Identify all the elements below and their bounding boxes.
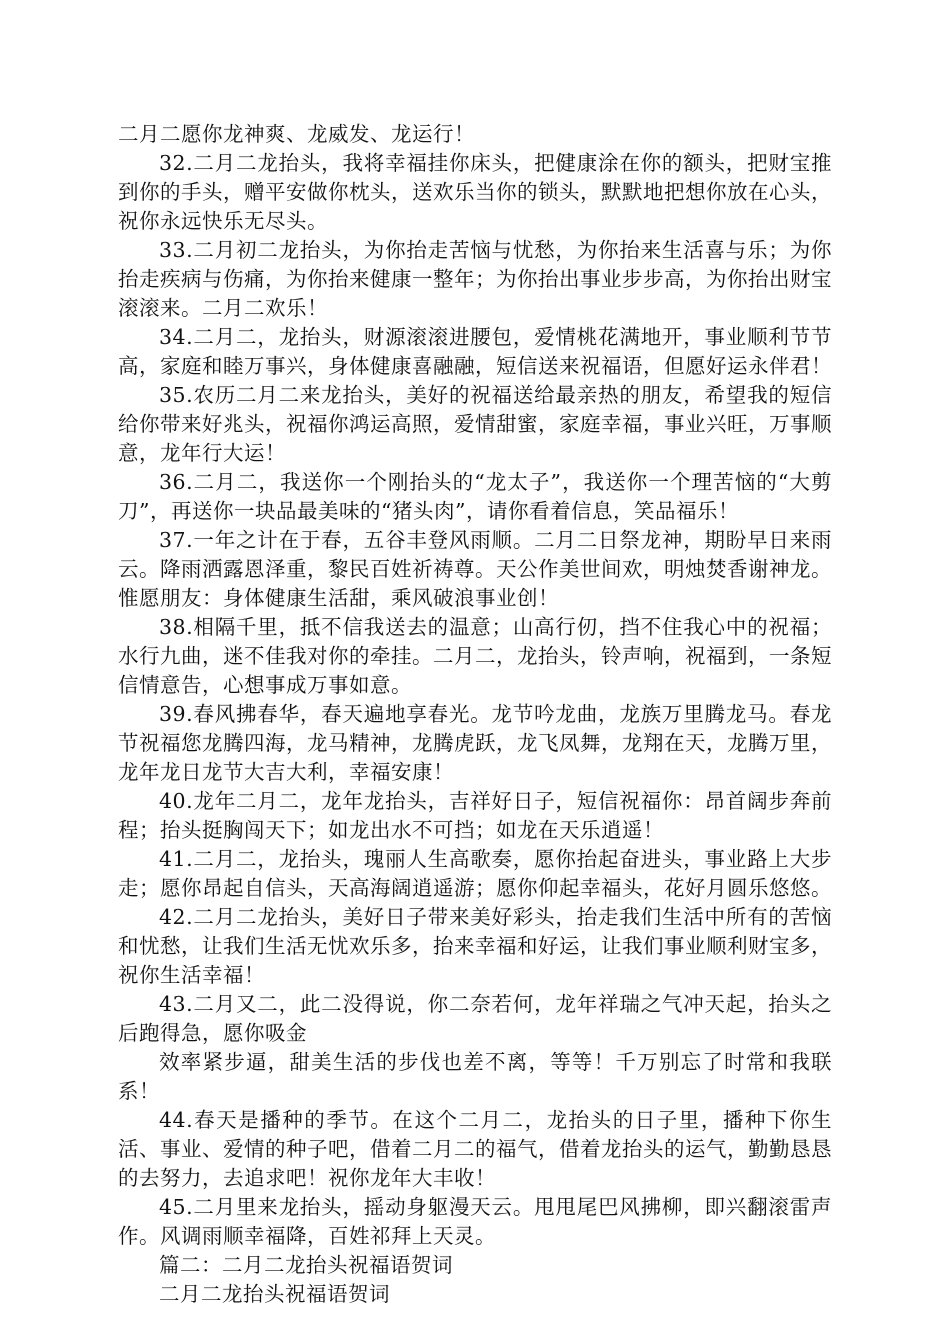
paragraph-continuation: 二月二愿你龙神爽、龙威发、龙运行！ bbox=[118, 122, 475, 146]
document-body bbox=[118, 120, 832, 1309]
paragraph-35: 35.农历二月二来龙抬头，美好的祝福送给最亲热的朋友，希望我的短信给你带来好兆头，祝福你鸿运高照，爱情甜蜜，家庭幸福，事业兴旺，万事顺意，龙年行大运！ bbox=[118, 383, 832, 465]
paragraph-37: 37.一年之计在于春，五谷丰登风雨顺。二月二日祭龙神，期盼早日来雨云。降雨洒露恩泽重，黎民百姓祈祷尊。天公作美世间欢，明烛焚香谢神龙。惟愿朋友：身体健康生活甜，乘风破浪事业创！ bbox=[118, 528, 832, 610]
section-heading: 篇二：二月二龙抬头祝福语贺词 bbox=[159, 1253, 453, 1277]
paragraph-45: 45.二月里来龙抬头，摇动身躯漫天云。甩甩尾巴风拂柳，即兴翻滚雷声作。风调雨顺幸福降，百姓祁拜上天灵。 bbox=[118, 1195, 832, 1248]
section-subheading: 二月二龙抬头祝福语贺词 bbox=[159, 1282, 390, 1306]
paragraph-43-continued: 效率紧步逼，甜美生活的步伐也差不离，等等！千万别忘了时常和我联系！ bbox=[118, 1050, 832, 1103]
paragraph-40: 40.龙年二月二，龙年龙抬头，吉祥好日子，短信祝福你：昂首阔步奔前程；抬头挺胸闯天下；如龙出水不可挡；如龙在天乐逍遥！ bbox=[118, 789, 832, 842]
paragraph-36: 36.二月二，我送你一个刚抬头的“龙太子”，我送你一个理苦恼的“大剪刀”，再送你一块品最美味的“猪头肉”，请你看着信息，笑品福乐！ bbox=[118, 470, 832, 523]
paragraph-41: 41.二月二，龙抬头，瑰丽人生高歌奏，愿你抬起奋进头，事业路上大步走；愿你昂起自信头，天高海阔逍遥游；愿你仰起幸福头，花好月圆乐悠悠。 bbox=[118, 847, 832, 900]
paragraph-34: 34.二月二，龙抬头，财源滚滚进腰包，爱情桃花满地开，事业顺利节节高，家庭和睦万事兴，身体健康喜融融，短信送来祝福语，但愿好运永伴君！ bbox=[118, 325, 832, 378]
paragraph-39: 39.春风拂春华，春天遍地享春光。龙节吟龙曲，龙族万里腾龙马。春龙节祝福您龙腾四海，龙马精神，龙腾虎跃，龙飞凤舞，龙翔在天，龙腾万里，龙年龙日龙节大吉大利，幸福安康！ bbox=[118, 702, 832, 784]
paragraph-33: 33.二月初二龙抬头，为你抬走苦恼与忧愁，为你抬来生活喜与乐；为你抬走疾病与伤痛，为你抬来健康一整年；为你抬出事业步步高，为你抬出财宝滚滚来。二月二欢乐！ bbox=[118, 238, 832, 320]
paragraph-44: 44.春天是播种的季节。在这个二月二，龙抬头的日子里，播种下你生活、事业、爱情的种子吧，借着二月二的福气，借着龙抬头的运气，勤勤恳恳的去努力，去追求吧！祝你龙年大丰收！ bbox=[118, 1108, 832, 1190]
paragraph-38: 38.相隔千里，抵不信我送去的温意；山高行仞，挡不住我心中的祝福；水行九曲，迷不佳我对你的牵挂。二月二，龙抬头，铃声响，祝福到，一条短信情意告，心想事成万事如意。 bbox=[118, 615, 832, 697]
paragraph-43: 43.二月又二，此二没得说，你二奈若何，龙年祥瑞之气冲天起，抬头之后跑得急，愿你吸金 bbox=[118, 992, 832, 1045]
paragraph-42: 42.二月二龙抬头，美好日子带来美好彩头，抬走我们生活中所有的苦恼和忧愁，让我们生活无忧欢乐多，抬来幸福和好运，让我们事业顺利财宝多，祝你生活幸福！ bbox=[118, 905, 832, 987]
paragraph-32: 32.二月二龙抬头，我将幸福挂你床头，把健康涂在你的额头，把财宝推到你的手头，赠平安做你枕头，送欢乐当你的锁头，默默地把想你放在心头，祝你永远快乐无尽头。 bbox=[118, 151, 832, 233]
